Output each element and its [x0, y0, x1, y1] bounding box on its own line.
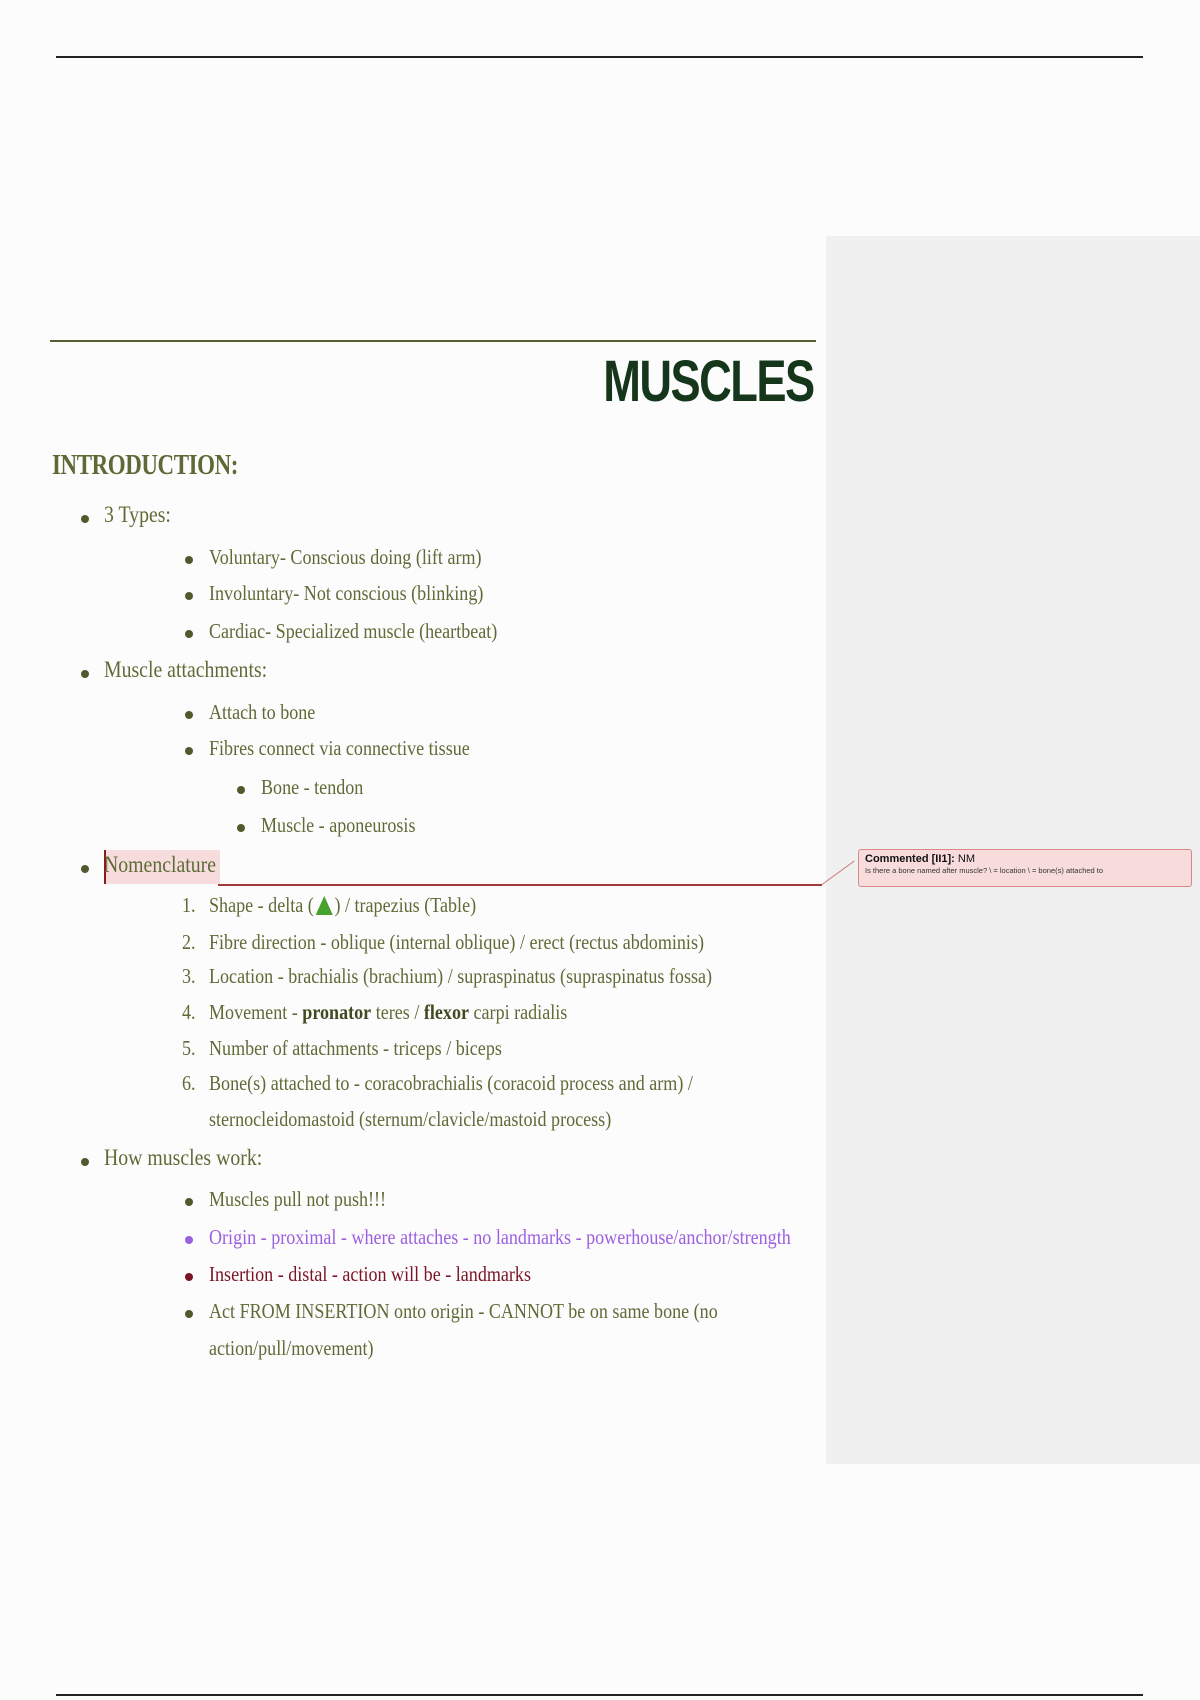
list-number: 3.: [182, 964, 196, 988]
footer-rule: [56, 1694, 1143, 1696]
list-item: Muscle - aponeurosis: [261, 813, 416, 837]
bullet-icon: [81, 515, 89, 523]
document-title: MUSCLES: [603, 349, 814, 414]
bullet-icon: [237, 786, 245, 794]
comment-header: [865, 853, 1185, 866]
list-item-insertion: Insertion - distal - action will be - landmarks: [209, 1262, 531, 1286]
item-text: teres /: [371, 1000, 424, 1024]
list-item-work: How muscles work:: [104, 1145, 263, 1170]
bullet-icon: [185, 1273, 193, 1281]
bullet-icon: [185, 1310, 193, 1318]
item-text: ) / trapezius (Table): [334, 893, 477, 917]
list-item: Muscles pull not push!!!: [209, 1187, 387, 1211]
list-number: 1.: [182, 893, 196, 917]
list-item: Cardiac- Specialized muscle (heartbeat): [209, 619, 498, 643]
comment-text: Is there a bone named after muscle? \ = location \ = bone(s) attached to: [865, 866, 1104, 875]
item-text: carpi radialis: [469, 1000, 568, 1024]
comment-author: NM: [957, 853, 976, 865]
list-item-origin: Origin - proximal - where attaches - no landmarks - powerhouse/anchor/strength: [209, 1225, 791, 1249]
list-item: Number of attachments - triceps / biceps: [209, 1036, 502, 1060]
list-number: 5.: [182, 1036, 196, 1060]
list-item-nomenclature: Nomenclature: [104, 852, 217, 877]
list-item: Attach to bone: [209, 700, 316, 724]
bold-term: pronator: [302, 1000, 372, 1024]
list-number: 6.: [182, 1071, 196, 1095]
bullet-icon: [185, 747, 193, 755]
list-item-continued: sternocleidomastoid (sternum/clavicle/mastoid process): [209, 1107, 612, 1131]
bullet-icon: [185, 556, 193, 564]
list-item: Voluntary- Conscious doing (lift arm): [209, 545, 482, 569]
list-item: Fibres connect via connective tissue: [209, 736, 470, 760]
list-item-types: 3 Types:: [104, 502, 171, 527]
triangle-icon: [316, 896, 333, 915]
comment-label: Commented [II1]:: [865, 853, 955, 865]
item-text: Shape - delta (: [209, 893, 314, 917]
list-item: [209, 1000, 567, 1025]
header-rule: [56, 56, 1143, 58]
comment-anchor-line: [218, 884, 822, 886]
bullet-icon: [237, 824, 245, 832]
list-number: 4.: [182, 1000, 196, 1024]
list-item-attachments: Muscle attachments:: [104, 657, 268, 682]
list-item-continued: action/pull/movement): [209, 1336, 374, 1360]
list-item: Location - brachialis (brachium) / supraspinatus (supraspinatus fossa): [209, 964, 713, 988]
bullet-icon: [185, 630, 193, 638]
list-number: 2.: [182, 930, 196, 954]
bullet-icon: [81, 670, 89, 678]
comment-balloon[interactable]: [858, 849, 1192, 887]
bullet-icon: [185, 1198, 193, 1206]
item-text: Movement -: [209, 1000, 303, 1024]
bullet-icon: [185, 592, 193, 600]
list-item: Fibre direction - oblique (internal oblique) / erect (rectus abdominis): [209, 930, 704, 954]
list-item: Involuntary- Not conscious (blinking): [209, 581, 484, 605]
section-heading: INTRODUCTION:: [52, 450, 239, 481]
bullet-icon: [185, 711, 193, 719]
bullet-icon: [185, 1236, 193, 1244]
list-item: Act FROM INSERTION onto origin - CANNOT be on same bone (no: [209, 1299, 718, 1323]
bullet-icon: [81, 865, 89, 873]
list-item: Bone - tendon: [261, 775, 364, 799]
list-item: Bone(s) attached to - coracobrachialis (coracoid process and arm) /: [209, 1071, 693, 1095]
bullet-icon: [81, 1158, 89, 1166]
bold-term: flexor: [423, 1000, 470, 1024]
list-item: [209, 893, 476, 918]
title-rule: [50, 340, 816, 342]
